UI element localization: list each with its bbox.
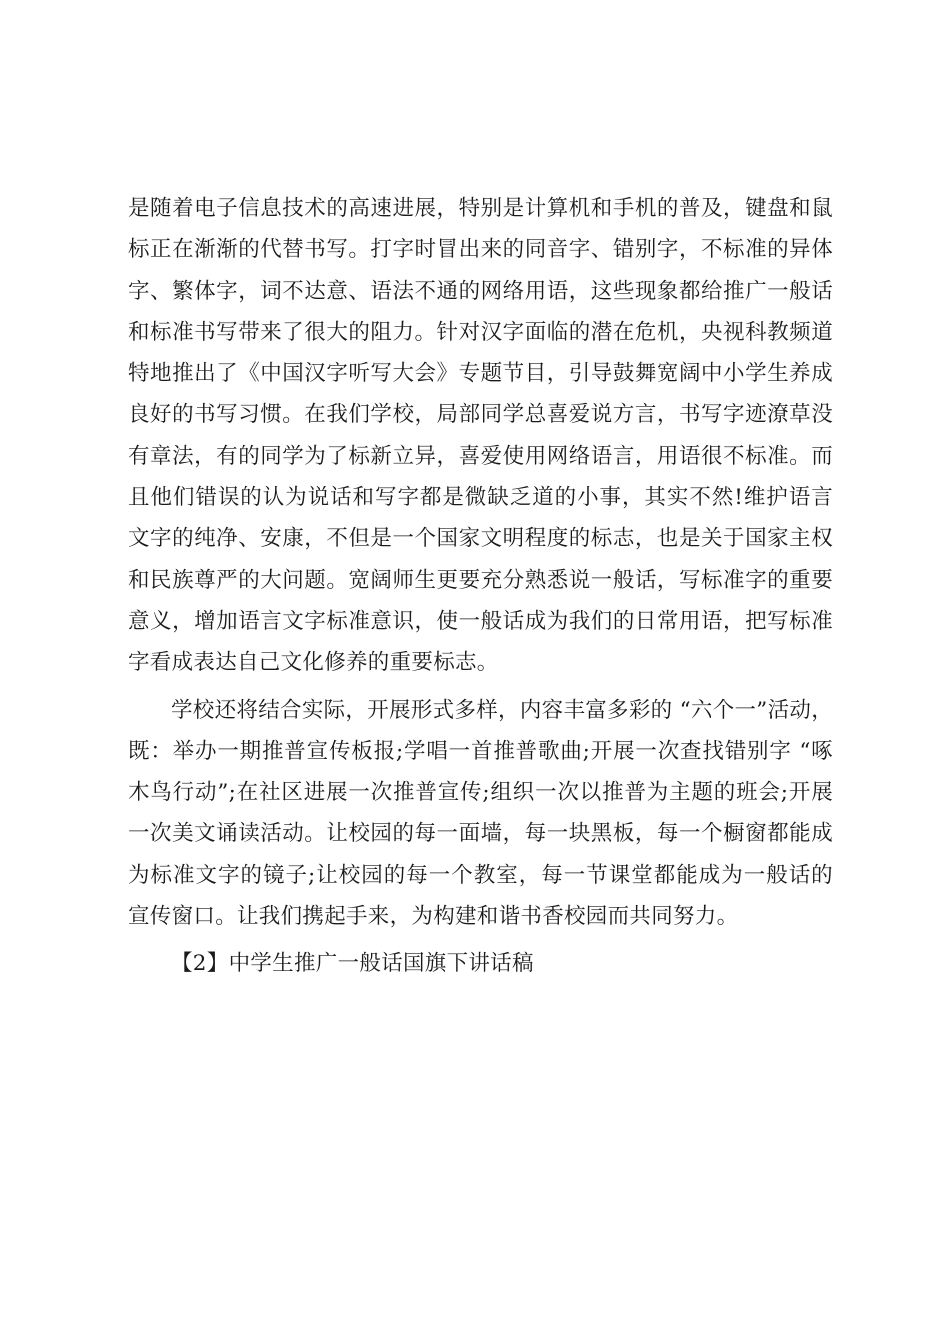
section-heading: 【2】中学生推广一般话国旗下讲话稿	[171, 951, 534, 977]
paragraph-2: 学校还将结合实际，开展形式多样，内容丰富多彩的 “六个一”活动，既：举办一期推普宣传板报;学唱一首推普歌曲;开展一次查找错别字 “啄木鸟行动”;在社区进展一次推普宣传;组织一次以推普为主题的班会;开展一次美文诵读活动。让校园的每一面墙，每一块黑板，每一个橱窗都能成为标准文字的镜子;让校园的每一个教室，每一节课堂都能成为一般话的宣传窗口。让我们携起手来，为构建和谐书香校园而共同努力。	[128, 697, 833, 930]
document-body	[128, 188, 833, 985]
paragraph-1: 是随着电子信息技术的高速进展，特别是计算机和手机的普及，键盘和鼠标正在渐渐的代替书写。打字时冒出来的同音字、错别字，不标准的异体字、繁体字，词不达意、语法不通的网络用语，这些现象都给推广一般话和标准书写带来了很大的阻力。针对汉字面临的潜在危机，央视科教频道特地推出了《中国汉字听写大会》专题节目，引导鼓舞宽阔中小学生养成良好的书写习惯。在我们学校，局部同学总喜爱说方言，书写字迹潦草没有章法，有的同学为了标新立异，喜爱使用网络语言，用语很不标准。而且他们错误的认为说话和写字都是微缺乏道的小事，其实不然!维护语言文字的纯净、安康，不但是一个国家文明程度的标志，也是关于国家主权和民族尊严的大问题。宽阔师生更要充分熟悉说一般话，写标准字的重要意义，增加语言文字标准意识，使一般话成为我们的日常用语，把写标准字看成表达自己文化修养的重要标志。	[128, 196, 833, 676]
